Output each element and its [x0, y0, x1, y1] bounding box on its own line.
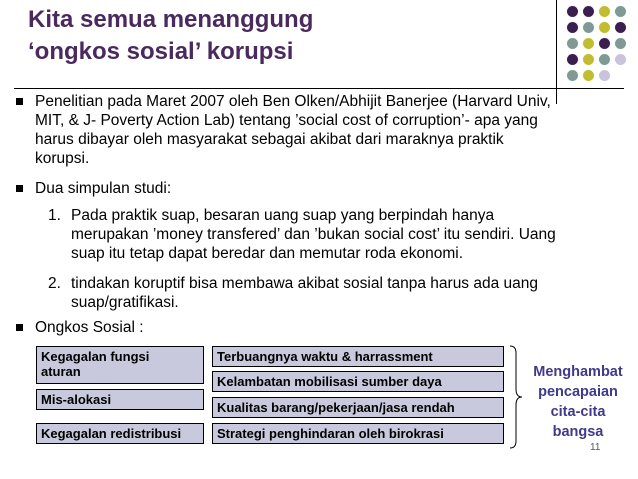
decorative-dot	[567, 22, 578, 33]
effect-box-wasted-time	[212, 346, 504, 367]
box-text: Kualitas barang/pekerjaan/jasa rendah	[217, 400, 455, 415]
box-text: Mis-alokasi	[41, 392, 112, 407]
effect-box-avoidance-strategy	[212, 423, 504, 444]
decorative-dot	[583, 6, 594, 17]
decorative-dot	[599, 70, 610, 81]
bullet-paragraph-conclusions	[35, 179, 171, 198]
decorative-dot	[615, 6, 626, 17]
decorative-dot	[599, 38, 610, 49]
text-line: Penelitian pada Maret 2007 oleh Ben Olken/Abhijit Banerjee (Harvard Univ,	[35, 93, 551, 110]
result-line: pencapaian	[538, 384, 618, 400]
bullet-marker	[16, 324, 23, 331]
slide-title	[28, 4, 548, 68]
text-line: tindakan koruptif bisa membawa akibat sosial tanpa harus ada uang	[71, 275, 539, 292]
decorative-dot	[583, 54, 594, 65]
cause-box-redistribution-failure	[36, 423, 204, 444]
bullet-marker	[16, 185, 23, 192]
numbered-marker: 1.	[48, 207, 61, 224]
decorative-dot	[583, 38, 594, 49]
bullet-paragraph-research	[35, 92, 551, 168]
decorative-horizontal-line	[14, 88, 624, 89]
decorative-dot	[615, 54, 626, 65]
decorative-dot	[567, 6, 578, 17]
text-line: harus dibayar oleh masyarakat sebagai akibat dari maraknya praktik	[35, 131, 504, 148]
box-text-line: aturan	[41, 364, 81, 379]
text-line: Dua simpulan studi:	[35, 180, 172, 197]
bullet-paragraph-social-cost	[35, 318, 144, 337]
text-line: MIT, & J- Poverty Action Lab) tentang ’social cost of corruption’- apa yang	[35, 112, 538, 129]
result-line: bangsa	[552, 424, 604, 440]
numbered-paragraph-1	[71, 206, 556, 263]
effect-box-slow-mobilization	[212, 371, 504, 392]
decorative-dot	[583, 70, 594, 81]
title-line-1: Kita semua menanggung	[28, 6, 314, 33]
decorative-dot	[567, 54, 578, 65]
result-text	[525, 362, 631, 442]
text-line: korupsi.	[35, 150, 90, 167]
title-line-2: ‘ongkos sosial’ korupsi	[28, 38, 294, 65]
box-text: Terbuangnya waktu & harrassment	[217, 349, 433, 364]
decorative-dot	[567, 70, 578, 81]
decorative-dot	[615, 22, 626, 33]
decorative-dot	[599, 22, 610, 33]
box-text-line: Kegagalan fungsi	[41, 349, 150, 364]
text-line: suap/gratifikasi.	[71, 294, 179, 311]
text-line: merupakan ’money transfered’ dan ’bukan social cost’ itu sendiri. Uang	[71, 226, 556, 243]
box-text: Strategi penghindaran oleh birokrasi	[217, 426, 444, 441]
decorative-dot	[599, 54, 610, 65]
box-text: Kegagalan redistribusi	[41, 426, 182, 441]
numbered-marker: 2.	[48, 275, 61, 292]
bullet-marker	[16, 98, 23, 105]
result-line: cita-cita	[550, 404, 606, 420]
text-line: suap itu tetap dapat beredar dan memutar roda ekonomi.	[71, 245, 464, 262]
decorative-dot	[567, 38, 578, 49]
effect-box-low-quality	[212, 397, 504, 418]
cause-box-misallocation	[36, 389, 204, 410]
text-line: Pada praktik suap, besaran uang suap yang berpindah hanya	[71, 207, 495, 224]
cause-box-rule-failure	[36, 346, 204, 384]
page-number: 11	[590, 442, 601, 453]
decorative-dot	[599, 6, 610, 17]
box-text: Kelambatan mobilisasi sumber daya	[217, 374, 442, 389]
decorative-dot	[583, 22, 594, 33]
decorative-dot	[615, 38, 626, 49]
numbered-paragraph-2	[71, 274, 538, 312]
text-line: Ongkos Sosial :	[35, 319, 144, 336]
right-brace-icon	[508, 345, 524, 449]
result-line: Menghambat	[533, 364, 623, 380]
